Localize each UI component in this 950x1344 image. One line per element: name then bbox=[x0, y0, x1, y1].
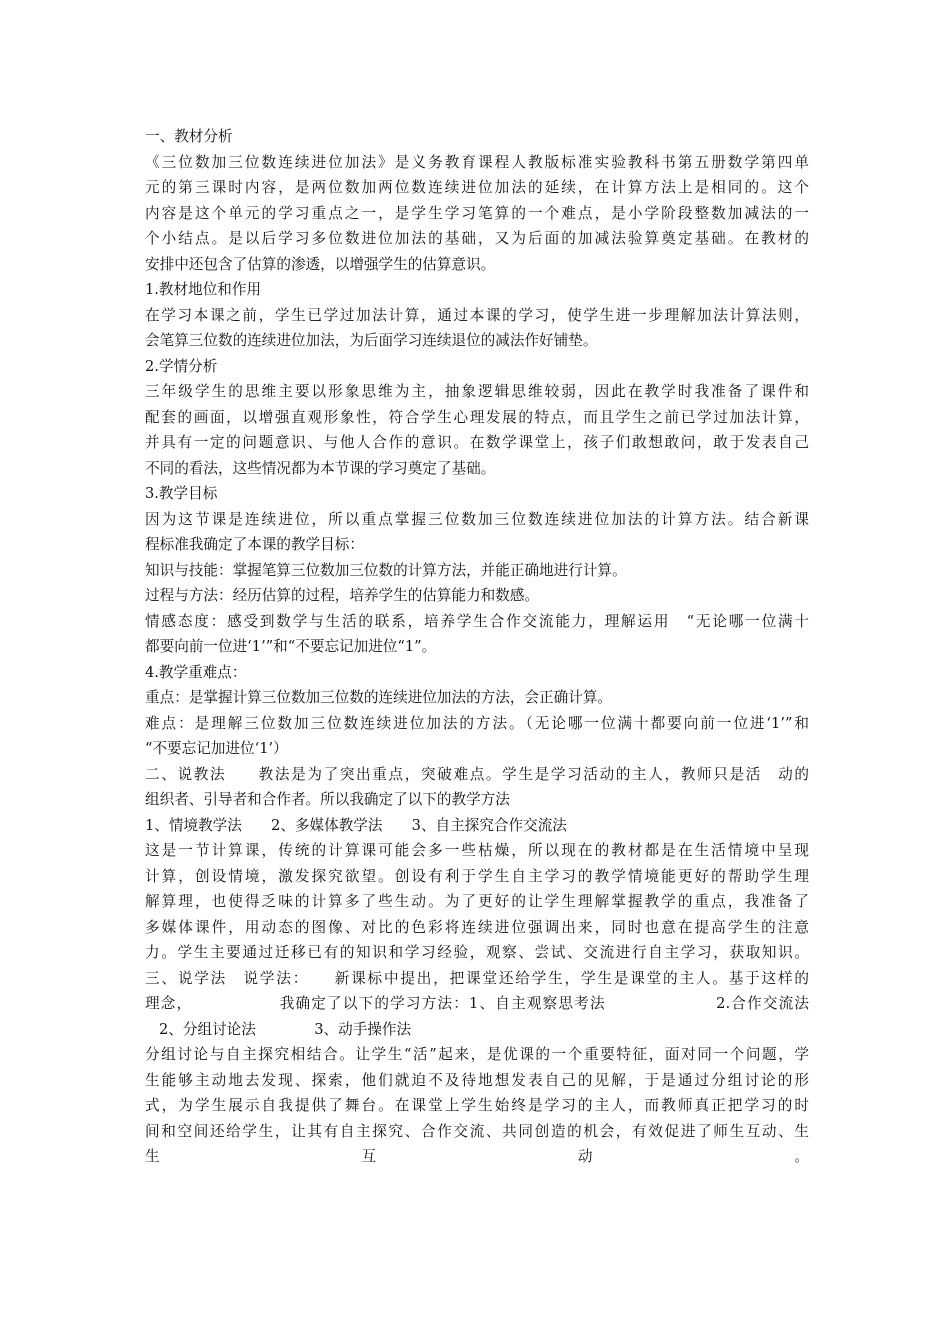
paragraph-line: 《三位数加三位数连续进位加法》是义务教育课程人教版标准实验教科书第五册数学第四单 bbox=[145, 153, 809, 171]
paragraph-line: 不同的看法，这些情况都为本节课的学习奠定了基础。 bbox=[145, 459, 496, 477]
heading-teaching-method: 二、说教法 教法是为了突出重点，突破难点。学生是学习活动的主人，教师只是活 动的 bbox=[145, 765, 809, 783]
difficult-point: 难点：是理解三位数加三位数连续进位加法的方法。（无论哪一位满十都要向前一位进‘1’”和 bbox=[145, 714, 809, 732]
paragraph-line: 生互动。 bbox=[145, 1148, 809, 1165]
heading-textbook-analysis: 一、教材分析 bbox=[145, 128, 233, 145]
key-point: 重点：是掌握计算三位数加三位数的连续进位加法的方法，会正确计算。 bbox=[145, 689, 613, 706]
paragraph-line: “不要忘记加进位‘1’） bbox=[145, 740, 288, 757]
paragraph-line: 会笔算三位数的连续进位加法，为后面学习连续退位的减法作好铺垫。 bbox=[145, 332, 598, 349]
subheading-textbook-position: 1.教材地位和作用 bbox=[145, 281, 262, 298]
paragraph-line: 计算，创设情境，激发探究欲望。创设有利于学生自主学习的教学情境能更好的帮助学生理 bbox=[145, 867, 809, 885]
paragraph-line: 都要向前一位进‘1’”和“不要忘记加进位“1”。 bbox=[145, 638, 437, 655]
paragraph-line: 分组讨论与自主探究相结合。让学生“活”起来，是优课的一个重要特征，面对同一个问题，学 bbox=[145, 1046, 809, 1063]
paragraph-line: 并具有一定的问题意识、与他人合作的意识。在数学课堂上，孩子们敢想敢问，敢于发表自己 bbox=[145, 434, 809, 451]
paragraph-line: 在学习本课之前，学生已学过加法计算，通过本课的学习，使学生进一步理解加法计算法则， bbox=[145, 306, 809, 324]
subheading-teaching-goals: 3.教学目标 bbox=[145, 485, 218, 502]
paragraph-line: 多媒体课件，用动态的图像、对比的色彩将连续进位强调出来，同时也意在提高学生的注意 bbox=[145, 918, 809, 936]
teaching-method-list: 1、情境教学法 2、多媒体教学法 3、自主探究合作交流法 bbox=[145, 816, 567, 834]
paragraph-line: 这是一节计算课，传统的计算课可能会多一些枯燥，所以现在的教材都是在生活情境中呈现 bbox=[145, 842, 809, 859]
paragraph-line: 安排中还包含了估算的渗透，以增强学生的估算意识。 bbox=[145, 255, 496, 273]
heading-learning-method: 三、说学法 说学法： 新课标中提出，把课堂还给学生，学生是课堂的主人。基于这样的 bbox=[145, 969, 809, 987]
paragraph-line: 配套的画面，以增强直观形象性，符合学生心理发展的特点，而且学生之前已学过加法计算， bbox=[145, 408, 809, 426]
paragraph-line: 间和空间还给学生，让其有自主探究、合作交流、共同创造的机会，有效促进了师生互动、生 bbox=[145, 1122, 809, 1140]
goal-attitude: 情感态度：感受到数学与生活的联系，培养学生合作交流能力，理解运用 “无论哪一位满十 bbox=[145, 612, 809, 630]
paragraph-line: 式，为学生展示自我提供了舞台。在课堂上学生始终是学习的主人，而教师真正把学习的时 bbox=[145, 1097, 809, 1114]
subheading-student-analysis: 2.学情分析 bbox=[145, 357, 218, 375]
subheading-key-points: 4.教学重难点： bbox=[145, 663, 247, 681]
paragraph-line: 个小结点。是以后学习多位数进位加法的基础，又为后面的加减法验算奠定基础。在教材的 bbox=[145, 230, 809, 247]
paragraph-line: 生能够主动地去发现、探索，他们就迫不及待地想发表自己的见解，于是通过分组讨论的形 bbox=[145, 1071, 809, 1089]
learning-method-list: 2、分组讨论法 3、动手操作法 bbox=[159, 1020, 412, 1038]
document-body bbox=[145, 124, 809, 1195]
paragraph-line bbox=[145, 1170, 809, 1196]
paragraph-line: 内容是这个单元的学习重点之一，是学生学习笔算的一个难点，是小学阶段整数加减法的一 bbox=[145, 204, 809, 222]
paragraph-line: 理念， 我确定了以下的学习方法：1、自主观察思考法 2.合作交流法 bbox=[145, 995, 809, 1012]
paragraph-line: 组织者、引导者和合作者。所以我确定了以下的教学方法 bbox=[145, 791, 510, 808]
paragraph-line: 程标准我确定了本课的教学目标： bbox=[145, 536, 364, 553]
paragraph-line: 三年级学生的思维主要以形象思维为主，抽象逻辑思维较弱，因此在教学时我准备了课件和 bbox=[145, 383, 809, 400]
goal-knowledge-skills: 知识与技能：掌握笔算三位数加三位数的计算方法，并能正确地进行计算。 bbox=[145, 561, 627, 579]
paragraph-line: 力。学生主要通过迁移已有的知识和学习经验，观察、尝试、交流进行自主学习，获取知识。 bbox=[145, 944, 809, 961]
paragraph-line: 因为这节课是连续进位，所以重点掌握三位数加三位数连续进位加法的计算方法。结合新课 bbox=[145, 510, 809, 528]
goal-process-methods: 过程与方法：经历估算的过程，培养学生的估算能力和数感。 bbox=[145, 587, 540, 604]
paragraph-line: 解算理，也使得乏味的计算多了些生动。为了更好的让学生理解掌握教学的重点，我准备了 bbox=[145, 893, 809, 910]
paragraph-line: 元的第三课时内容，是两位数加两位数连续进位加法的延续，在计算方法上是相同的。这个 bbox=[145, 179, 809, 196]
